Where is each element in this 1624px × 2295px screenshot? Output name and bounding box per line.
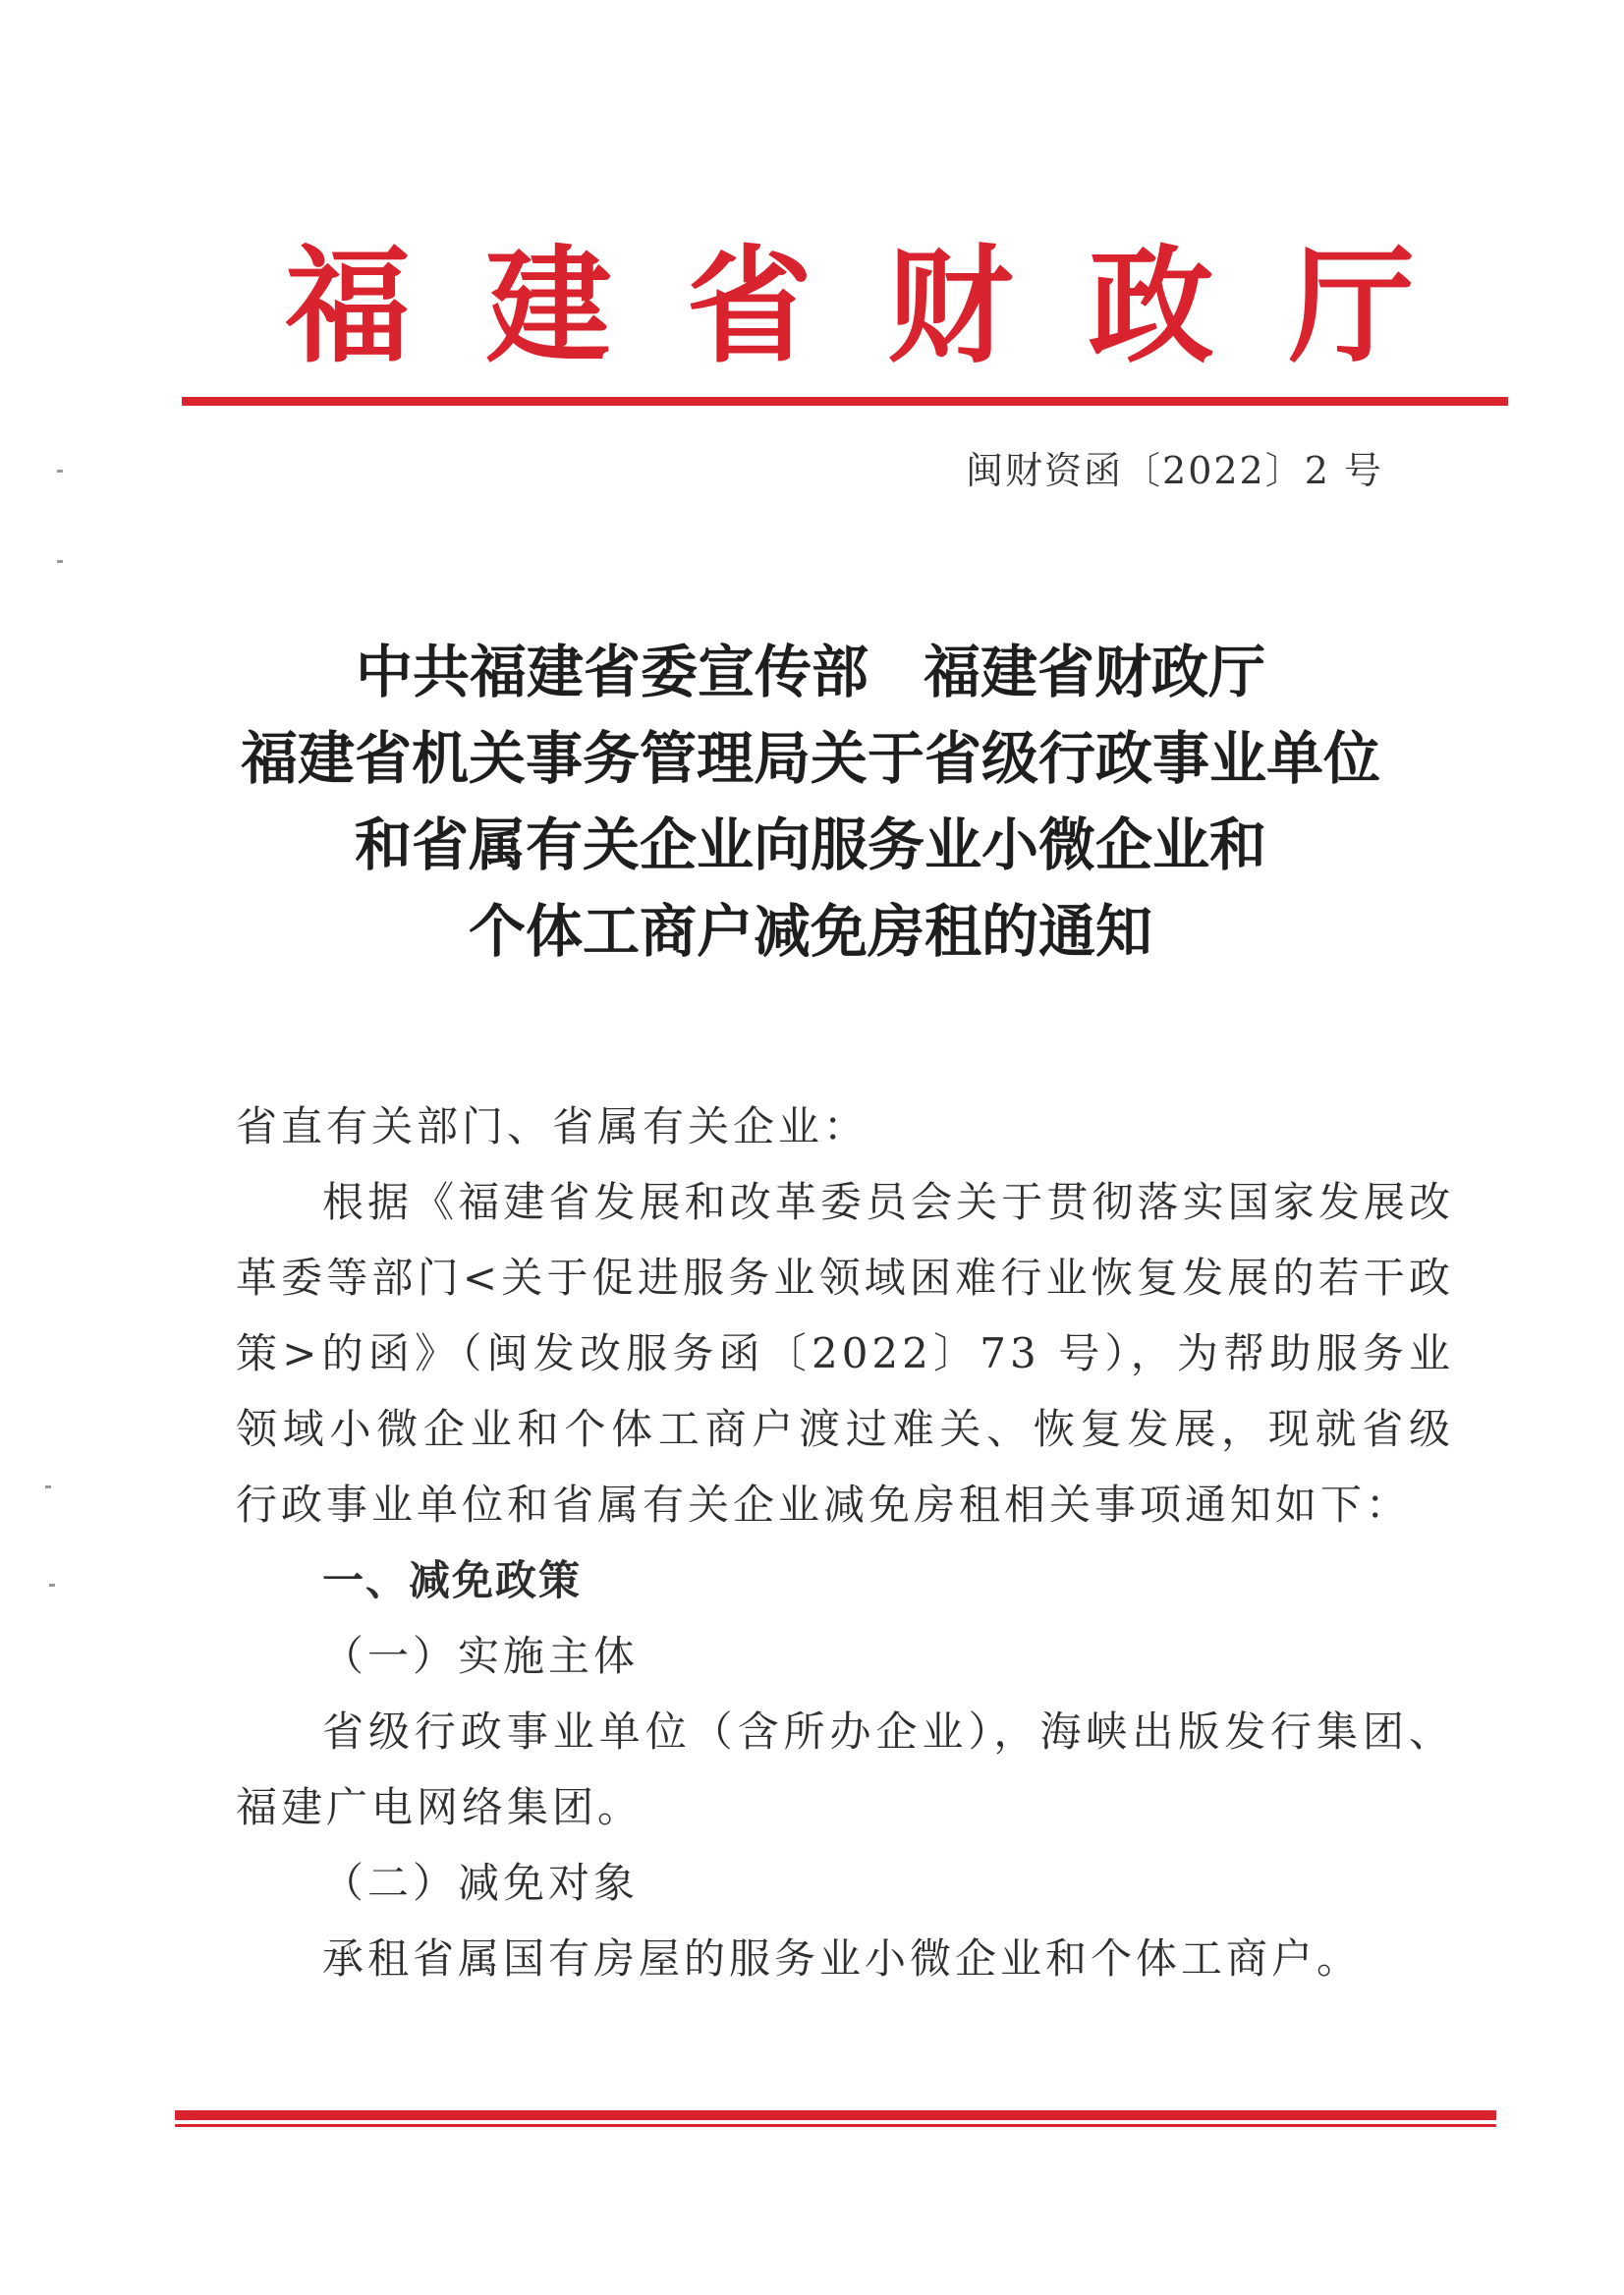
letterhead-char: 厅 bbox=[1288, 233, 1415, 380]
title-issuer-finance: 福建省财政厅 bbox=[924, 639, 1266, 705]
body-paragraph: 省级行政事业单位（含所办企业），海峡出版发行集团、福建广电网络集团。 bbox=[236, 1707, 1454, 1831]
body-paragraph: 承租省属国有房屋的服务业小微企业和个体工商户。 bbox=[322, 1934, 1363, 1983]
body-paragraph: 根据《福建省发展和改革委员会关于贯彻落实国家发展改革委等部门<关于促进服务业领域困难行业恢复发展的若干政策>的函》（闽发改服务函〔2022〕73 号），为帮助服务业领域小微企业和个体工商户渡过难关、恢复发展，现就省级行政事业单位和省属有关企业减免房租相关事项通知如下： bbox=[236, 1178, 1454, 1529]
letterhead-char: 财 bbox=[887, 233, 1014, 380]
subsection-heading: （一）实施主体 bbox=[322, 1632, 640, 1680]
document-body bbox=[236, 1089, 1454, 1996]
letterhead-char: 福 bbox=[285, 233, 412, 380]
title-issuer-propaganda: 中共福建省委宣传部 bbox=[355, 639, 868, 705]
scan-speck bbox=[57, 470, 63, 473]
letterhead-char: 建 bbox=[485, 233, 612, 380]
letterhead-red-divider bbox=[182, 397, 1508, 406]
footer-red-divider-thin bbox=[175, 2124, 1496, 2127]
letterhead-title bbox=[285, 228, 1415, 385]
document-number: 闽财资函〔2022〕2 号 bbox=[966, 449, 1383, 492]
footer-red-divider bbox=[175, 2110, 1496, 2120]
letterhead-char: 省 bbox=[686, 233, 812, 380]
document-title bbox=[172, 629, 1449, 975]
letterhead-char: 政 bbox=[1088, 233, 1214, 380]
scan-speck bbox=[45, 1485, 51, 1488]
title-line-4: 个体工商户减免房租的通知 bbox=[468, 898, 1152, 965]
title-line-1 bbox=[172, 629, 1449, 715]
title-line-2: 福建省机关事务管理局关于省级行政事业单位 bbox=[240, 725, 1380, 792]
salutation: 省直有关部门、省属有关企业： bbox=[236, 1102, 869, 1150]
section-heading: 一、减免政策 bbox=[322, 1556, 583, 1604]
scan-speck bbox=[57, 560, 63, 563]
scan-speck bbox=[49, 1584, 55, 1587]
subsection-heading: （二）减免对象 bbox=[322, 1859, 640, 1907]
title-line-3: 和省属有关企业向服务业小微企业和 bbox=[354, 812, 1266, 878]
